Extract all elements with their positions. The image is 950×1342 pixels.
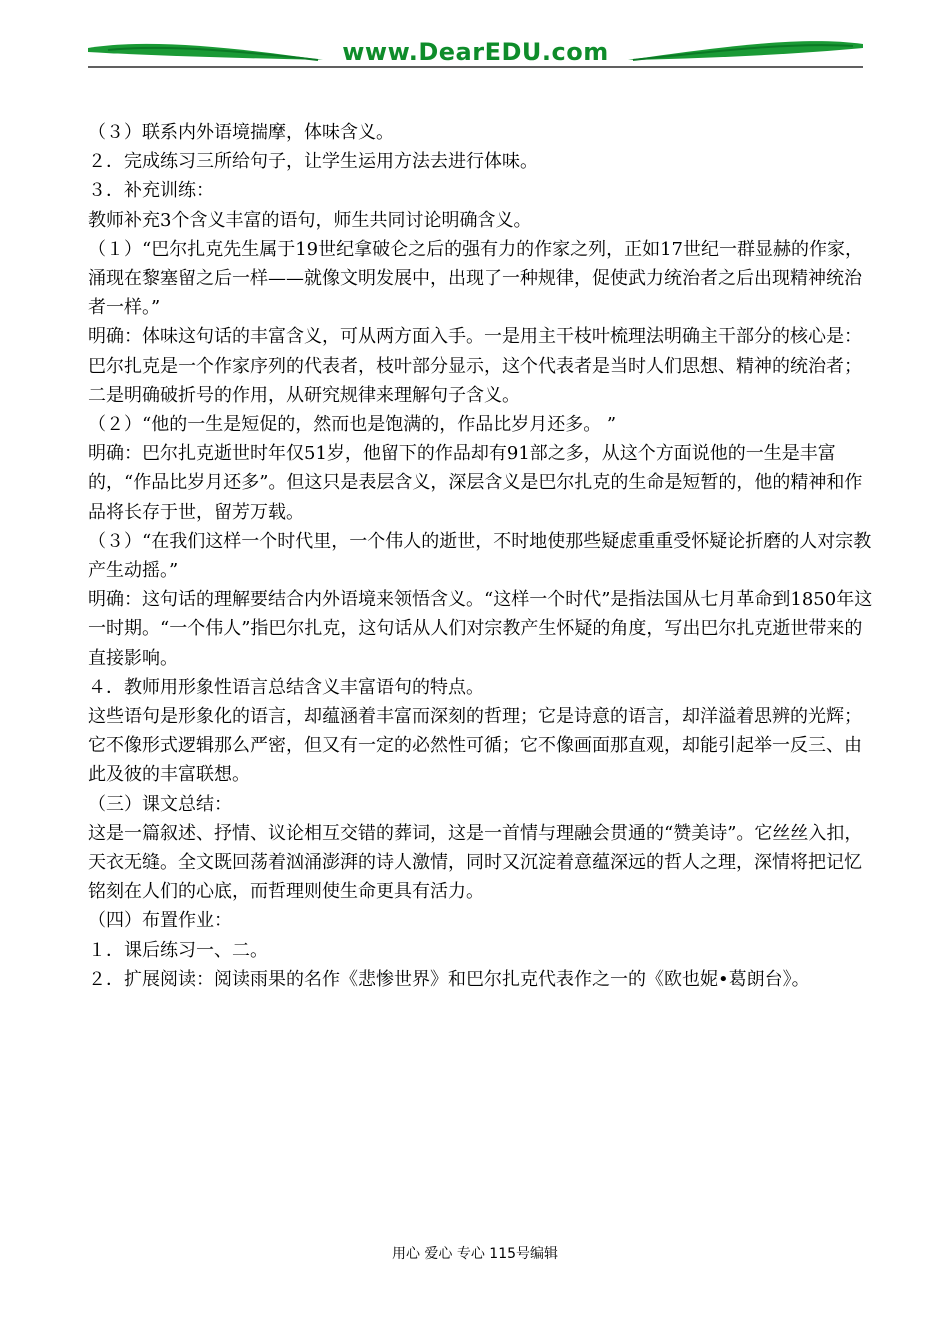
paragraph: ２．扩展阅读：阅读雨果的名作《悲惨世界》和巴尔扎克代表作之一的《欧也妮•葛朗台》。 [88,968,810,990]
paragraph: （１）“巴尔扎克先生属于19世纪拿破仑之后的强有力的作家之列，正如17世纪一群显赫的作家，涌现在黎塞留之后一样——就像文明发展中，出现了一种规律，促使武力统治者之后出现精神统治者一样。” [88,238,864,319]
paragraph: ３．补充训练： [88,180,214,202]
paragraph: 这些语句是形象化的语言，却蕴涵着丰富而深刻的哲理；它是诗意的语言，却洋溢着思辨的光辉；它不像形式逻辑那么严密，但又有一定的必然性可循；它不像画面那直观，却能引起举一反三、由此及彼的丰富联想。 [88,706,862,786]
paragraph: （２）“他的一生是短促的，然而也是饱满的，作品比岁月还多。 ” [88,414,617,436]
paragraph: ２．完成练习三所给句子，让学生运用方法去进行体味。 [88,151,538,173]
site-header [88,30,863,80]
paragraph: （三）课文总结： [88,793,232,815]
paragraph: （四）布置作业： [88,910,232,932]
paragraph: １．课后练习一、二。 [88,939,268,961]
page-footer: 用心 爱心 专心 115号编辑 [391,1246,559,1262]
paragraph: 明确：这句话的理解要结合内外语境来领悟含义。“这样一个时代”是指法国从七月革命到1850年这一时期。“一个伟人”指巴尔扎克，这句话从人们对宗教产生怀疑的角度，写出巴尔扎克逝世带来的直接影响。 [88,589,873,669]
paragraph: 教师补充3个含义丰富的语句，师生共同讨论明确含义。 [88,209,532,231]
paragraph: 这是一篇叙述、抒情、议论相互交错的葬词，这是一首情与理融会贯通的“赞美诗”。它丝丝入扣，天衣无缝。全文既回荡着汹涌澎湃的诗人激情，同时又沉淀着意蕴深远的哲人之理，深情将把记忆铭刻在人们的心底，而哲理则使生命更具有活力。 [88,822,863,903]
paragraph: 明确：巴尔扎克逝世时年仅51岁，他留下的作品却有91部之多，从这个方面说他的一生是丰富的，“作品比岁月还多”。但这只是表层含义，深层含义是巴尔扎克的生命是短暂的，他的精神和作品将长存于世，留芳万载。 [88,443,863,523]
site-logo-text: www.DearEDU.com [342,38,609,66]
paragraph: （３）联系内外语境揣摩，体味含义。 [88,122,394,143]
document-body [88,118,878,994]
paragraph: ４．教师用形象性语言总结含义丰富语句的特点。 [88,676,484,698]
paragraph: 明确：体味这句话的丰富含义，可从两方面入手。一是用主干枝叶梳理法明确主干部分的核心是：巴尔扎克是一个作家序列的代表者，枝叶部分显示，这个代表者是当时人们思想、精神的统治者；二是明确破折号的作用，从研究规律来理解句子含义。 [88,326,862,406]
paragraph: （３）“在我们这样一个时代里，一个伟人的逝世，不时地使那些疑虑重重受怀疑论折磨的人对宗教产生动摇。” [88,530,872,582]
